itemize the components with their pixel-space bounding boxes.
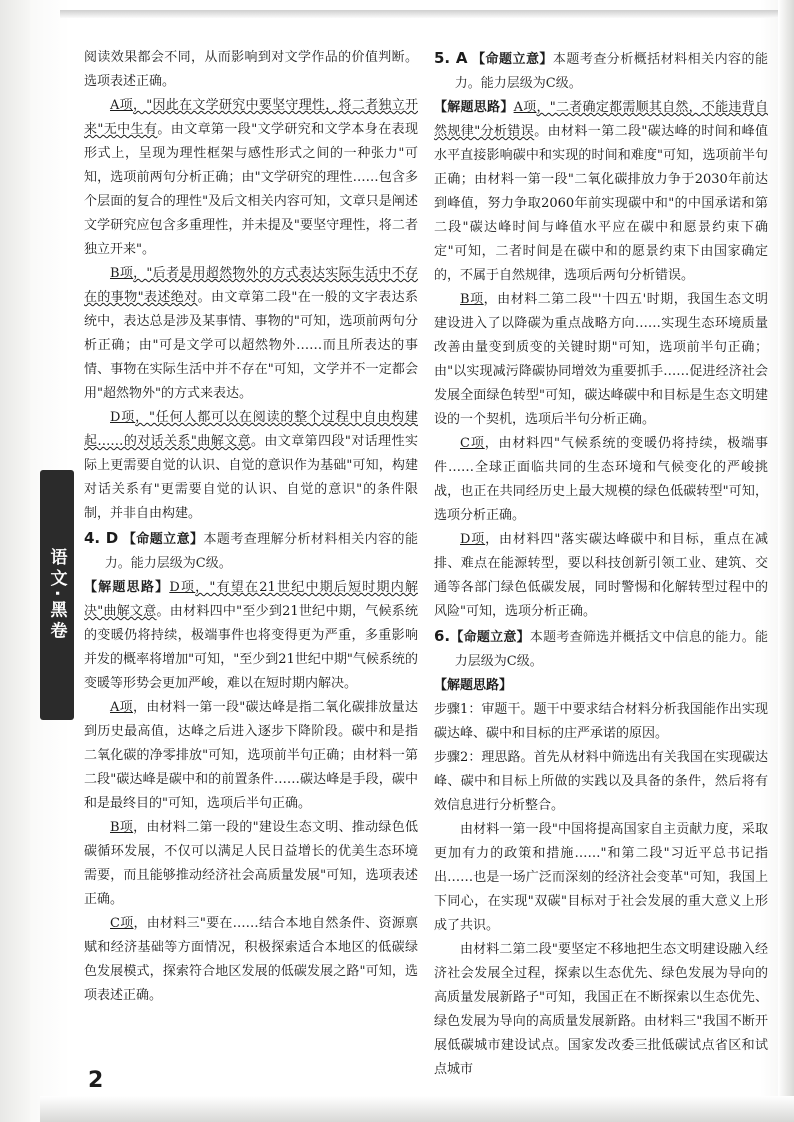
question-5-a-analysis	[434, 96, 768, 288]
option-label: D项	[110, 410, 136, 425]
solution-tag: 【解题思路】	[434, 100, 514, 115]
intent-tag: 【命题立意】	[472, 52, 553, 67]
option-a-analysis	[84, 94, 418, 262]
left-column	[84, 46, 418, 1008]
intent-tag: 【命题立意】	[122, 532, 204, 547]
side-tab-label: 语文·黑卷	[46, 547, 67, 643]
scan-left-edge	[0, 0, 30, 1122]
question-5-b-analysis	[434, 288, 768, 432]
question-6-header	[434, 624, 768, 674]
question-4-a-analysis	[84, 696, 418, 816]
paragraph-continued: 阅读效果都会不同，从而影响到对文学作品的价值判断。选项表述正确。	[84, 50, 418, 89]
option-label: D项	[460, 532, 486, 547]
question-4-b-analysis	[84, 816, 418, 912]
question-number: 6.	[434, 627, 451, 645]
material-1-analysis: 由材料一第一段"中国将提高国家自主贡献力度，采取更加有力的政策和措施……"和第二段"习近平总书记指出……也是一场广泛而深刻的经济社会变革"可知，我国上下同心，在实现"双碳"目标对于社会发展的重大意义上形成了共识。	[434, 822, 768, 933]
option-explanation: ，由材料一第一段"碳达峰是指二氧化碳排放量达到历史最高值，达峰之后进入逐步下降阶段。碳中和是指二氧化碳的净零排放"可知，选项前半句正确；由材料一第二段"碳达峰是碳中和的前置条件……碳达峰是手段，碳中和是最终目的"可知，选项后半句正确。	[84, 700, 418, 811]
option-quote: ，"后者是用超然物外的方式表达实际生活中不存在的事物"表述绝对	[84, 266, 418, 305]
step-1: 步骤1：审题干。题干中要求结合材料分析我国能作出实现碳达峰、碳中和目标的庄严承诺的原因。	[434, 702, 768, 741]
option-quote: ，"有望在21世纪中期后短时期内解决"曲解文意	[84, 580, 418, 619]
question-number: 5. A	[434, 49, 468, 67]
option-explanation: 。由文章第四段"对话理性实际上更需要自觉的认识、自觉的意识作为基础"可知，构建对话关系有"更需要自觉的认识、自觉的意识"的条件限制，并非自由构建。	[84, 434, 418, 521]
question-5-d-analysis	[434, 528, 768, 624]
right-column	[434, 46, 768, 1082]
scan-bottom-edge	[40, 1096, 794, 1122]
option-explanation: ，由材料二第一段的"建设生态文明、推动绿色低碳循环发展，不仅可以满足人民日益增长的优美生态环境需要，而且能够推动经济社会高质量发展"可知，选项表述正确。	[84, 820, 418, 907]
option-label: B项	[110, 266, 134, 281]
option-b-analysis	[84, 262, 418, 406]
option-explanation: 。由材料四中"至少到21世纪中期，气候系统的变暖仍将持续，极端事件也将变得更为严重，多重影响并发的概率将增加"可知，"至少到21世纪中期"气候系统的变暖等形势会更加严峻，难以在短时期内解决。	[84, 604, 418, 691]
intent-text: 本题考查筛选并概括文中信息的能力。能力层级为C级。	[454, 630, 768, 669]
option-label: A项	[110, 98, 133, 113]
option-label: D项	[169, 580, 196, 595]
scan-right-edge	[778, 0, 794, 1122]
option-explanation: ，由材料四"气候系统的变暖仍将持续，极端事件……全球正面临共同的生态环境和气候变化的严峻挑战，也正在共同经历史上最大规模的绿色低碳转型"可知，选项分析正确。	[434, 436, 768, 523]
option-label: B项	[460, 292, 484, 307]
question-4-d-analysis	[84, 576, 418, 696]
question-4-header	[84, 526, 418, 576]
option-explanation: ，由材料四"落实碳达峰碳中和目标，重点在减排、难点在能源转型，要以科技创新引领工业、建筑、交通等各部门绿色低碳发展，同时警惕和化解转型过程中的风险"可知，选项分析正确。	[434, 532, 768, 619]
intent-text: 本题考查理解分析材料相关内容的能力。能力层级为C级。	[104, 532, 418, 571]
option-label: A项	[110, 700, 133, 715]
solution-tag: 【解题思路】	[434, 678, 513, 693]
option-explanation: ，由材料二第二段"'十四五'时期，我国生态文明建设进入了以降碳为重点战略方向……实现生态环境质量改善由量变到质变的关键时期"可知，选项前半句正确；由"以实现减污降碳协同增效为重要抓手……促进经济社会发展全面绿色转型"可知，碳达峰碳中和目标是生态文明建设的一个契机，选项后半句分析正确。	[434, 292, 768, 427]
intent-text: 本题考查分析概括材料相关内容的能力。能力层级为C级。	[454, 52, 768, 91]
option-label: B项	[110, 820, 134, 835]
scan-top-edge	[60, 10, 794, 18]
option-label: C项	[460, 436, 485, 451]
option-explanation: 。由文章第一段"文学研究和文学本身在表现形式上，呈现为理性框架与感性形式之间的一种张力"可知，选项前两句分析正确；由"文学研究的理性……包含多个层面的复合的理性"及后文相关内容可知，文章只是阐述文学研究应包含多重理性，并未提及"要坚守理性，将二者独立开来"。	[84, 122, 418, 257]
option-quote: ，"任何人都可以在阅读的整个过程中自由构建起……的对话关系"曲解文意	[84, 410, 418, 449]
question-5-c-analysis	[434, 432, 768, 528]
subject-side-tab	[40, 470, 74, 720]
solution-tag: 【解题思路】	[84, 580, 170, 595]
option-quote: ，"因此在文学研究中要坚守理性，将二者独立开来"无中生有	[84, 98, 418, 137]
question-4-c-analysis	[84, 912, 418, 1008]
option-quote: ，"二者确定都需顺其自然，不能违背自然规律"分析错误	[434, 100, 768, 139]
option-explanation: 。由文章第二段"在一般的文字表达系统中，表达总是涉及某事情、事物的"可知，选项前两句分析正确；由"可是文学可以超然物外……而且所表达的事情、事物在实际生活中并不存在"可知，文学并不一定都会用"超然物外"的方式来表达。	[84, 290, 418, 401]
step-2: 步骤2：理思路。首先从材料中筛选出有关我国在实现碳达峰、碳中和目标上所做的实践以及具备的条件，然后将有效信息进行分析整合。	[434, 750, 768, 813]
option-explanation: 。由材料一第二段"碳达峰的时间和峰值水平直接影响碳中和实现的时间和难度"可知，选项前半句正确；由材料一第一段"二氧化碳排放力争于2030年前达到峰值，努力争取2060年前实现碳中和"的中国承诺和第二段"碳达峰时间与峰值水平应在碳中和愿景约束下确定"可知，二者时间是在碳中和的愿景约束下由国家确定的，不属于自然规律，选项后两句分析错误。	[434, 124, 769, 283]
option-explanation: ，由材料三"要在……结合本地自然条件、资源禀赋和经济基础等方面情况，积极探索适合本地区的低碳绿色发展模式，探索符合地区发展的低碳发展之路"可知，选项表述正确。	[84, 916, 418, 1003]
page-number: 2	[88, 1068, 104, 1093]
option-label: C项	[110, 916, 134, 931]
intent-tag: 【命题立意】	[450, 630, 530, 645]
option-d-analysis	[84, 406, 418, 526]
option-label: A项	[513, 100, 537, 115]
question-5-header	[434, 46, 768, 96]
question-number: 4. D	[84, 529, 119, 547]
material-2-analysis: 由材料二第二段"要坚定不移地把生态文明建设融入经济社会发展全过程，探索以生态优先、绿色发展为导向的高质量发展新路子"可知，我国正在不断探索以生态优先、绿色发展为导向的高质量发展新路。由材料三"我国不断开展低碳城市建设试点。国家发改委三批低碳试点省区和试点城市	[434, 942, 768, 1077]
